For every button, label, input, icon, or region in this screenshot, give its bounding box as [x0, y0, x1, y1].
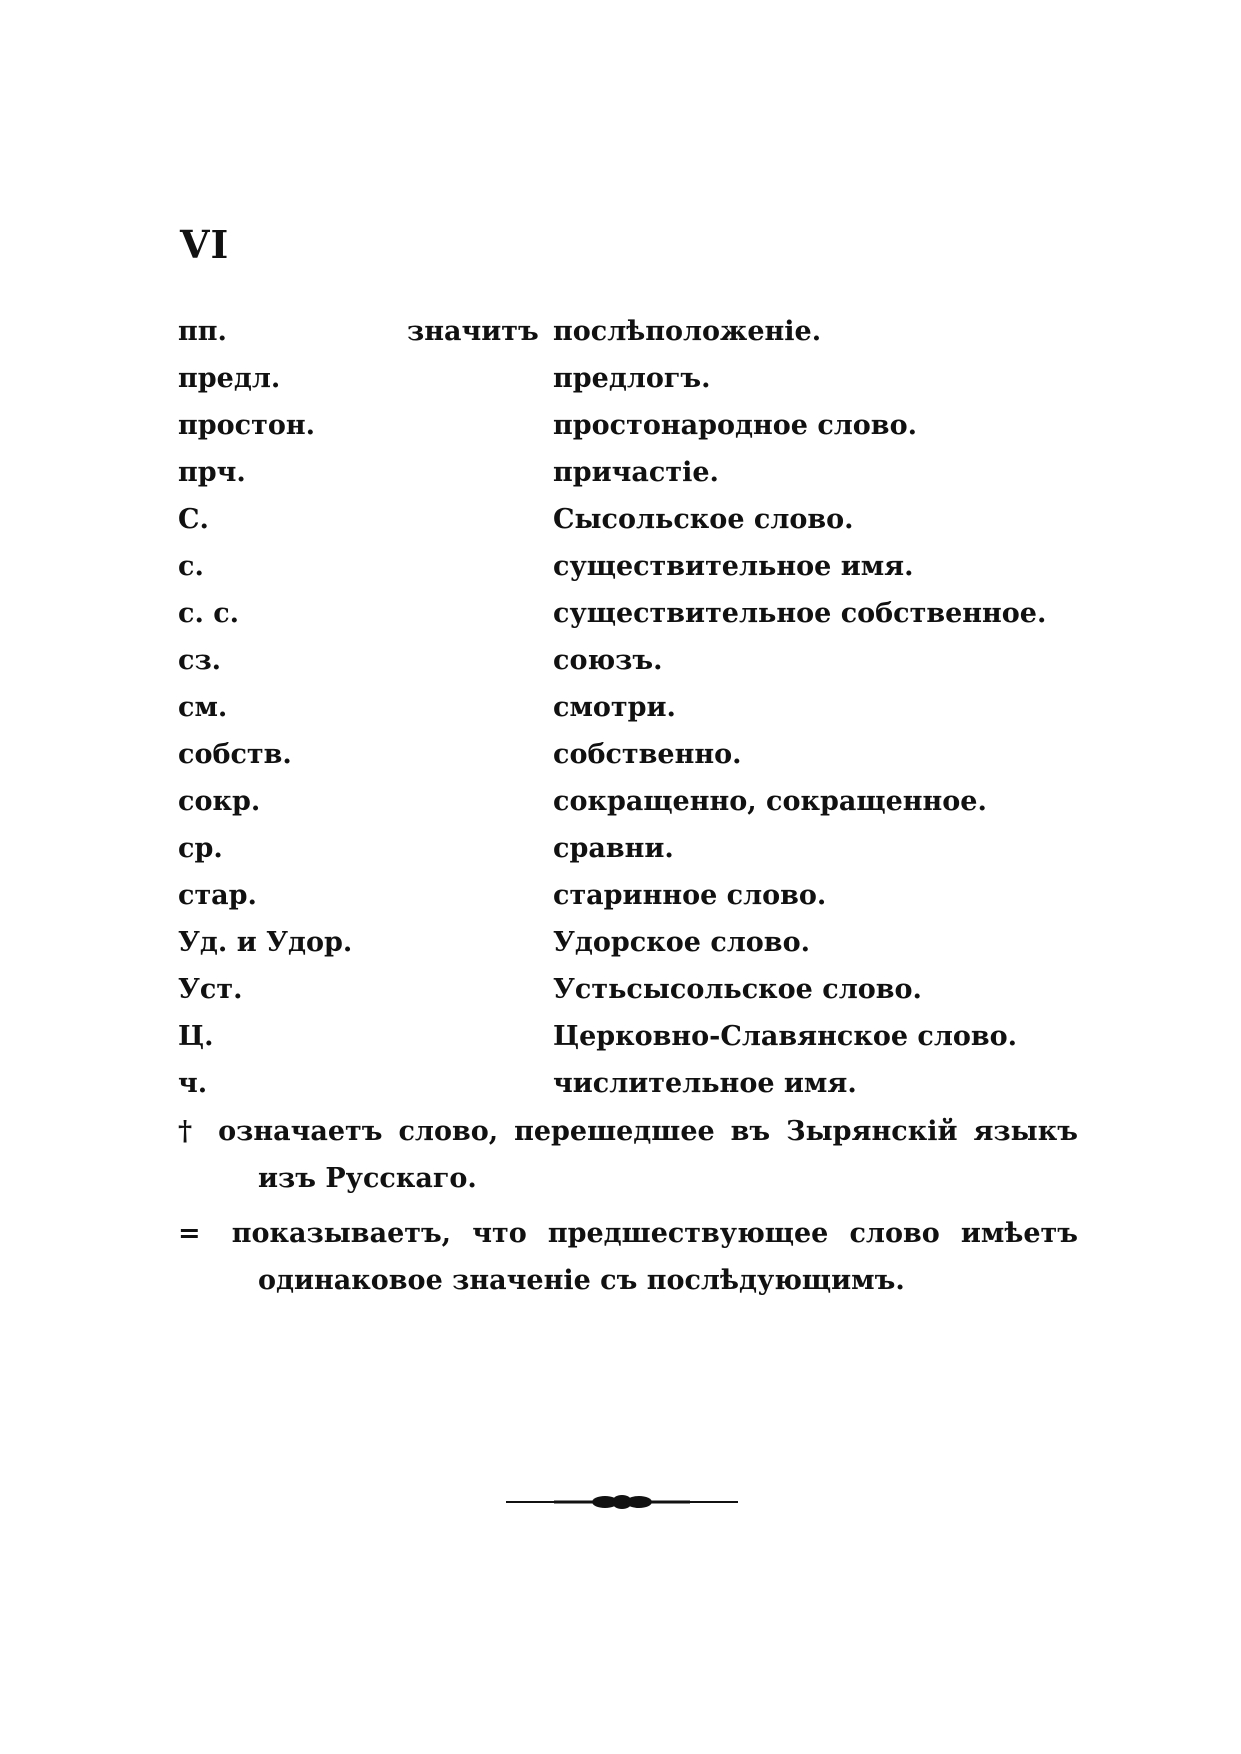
abbreviation-term: Уст.	[178, 974, 243, 1005]
abbreviation-meaning: Удорское слово.	[553, 927, 810, 958]
abbreviation-row	[178, 684, 1078, 731]
abbreviation-meaning: старинное слово.	[553, 880, 827, 911]
abbreviation-meaning: числительное имя.	[553, 1068, 857, 1099]
abbreviation-meaning: сравни.	[553, 833, 674, 864]
note-word: предшествующее	[547, 1218, 829, 1249]
abbreviation-row	[178, 543, 1078, 590]
abbreviation-meaning: собственно.	[553, 739, 742, 770]
abbreviation-meaning: послѣположенie.	[553, 316, 822, 347]
abbreviation-term: Уд. и Удор.	[178, 927, 353, 958]
abbreviation-row	[178, 1060, 1078, 1107]
abbreviation-term: С.	[178, 504, 209, 535]
abbreviation-row	[178, 966, 1078, 1013]
abbreviation-meaning: Устьсысольское слово.	[553, 974, 922, 1005]
note-word: имѣетъ	[960, 1218, 1078, 1249]
abbreviation-term: собств.	[178, 739, 292, 770]
abbreviation-row	[178, 731, 1078, 778]
abbreviation-term: прч.	[178, 457, 246, 488]
abbreviation-row	[178, 402, 1078, 449]
abbreviation-list	[178, 308, 1078, 1107]
abbreviation-meaning: предлогъ.	[553, 363, 711, 394]
note-first-line	[178, 1108, 1078, 1155]
abbreviation-term: см.	[178, 692, 228, 723]
note-word: Зырянскiй	[786, 1116, 958, 1147]
note-symbol: =	[178, 1218, 201, 1249]
note-word: слово	[849, 1218, 940, 1249]
note-word: показываетъ,	[231, 1218, 452, 1249]
note-entry	[178, 1108, 1078, 1202]
note-entry	[178, 1210, 1078, 1304]
abbreviation-term: пп.	[178, 316, 227, 347]
abbreviation-term: с.	[178, 551, 204, 582]
abbreviation-meaning: существительное имя.	[553, 551, 914, 582]
ornament-divider	[506, 1490, 738, 1514]
abbreviation-meaning: Церковно-Славянское слово.	[553, 1021, 1018, 1052]
abbreviation-row	[178, 1013, 1078, 1060]
abbreviation-meaning: сокращенно, сокращенное.	[553, 786, 987, 817]
abbreviation-term: стар.	[178, 880, 257, 911]
abbreviation-row	[178, 449, 1078, 496]
abbreviation-meaning: союзъ.	[553, 645, 663, 676]
note-word: слово,	[398, 1116, 499, 1147]
abbreviation-row	[178, 496, 1078, 543]
abbreviation-term: простон.	[178, 410, 315, 441]
abbreviation-meaning: смотри.	[553, 692, 676, 723]
abbreviation-row	[178, 872, 1078, 919]
note-word: перешедшее	[514, 1116, 715, 1147]
note-word: въ	[730, 1116, 771, 1147]
note-word: языкъ	[973, 1116, 1078, 1147]
notes-section	[178, 1108, 1078, 1312]
abbreviation-term: с. с.	[178, 598, 240, 629]
abbreviation-row	[178, 919, 1078, 966]
note-symbol: †	[178, 1116, 193, 1147]
abbreviation-row	[178, 308, 1078, 355]
abbreviation-term: Ц.	[178, 1021, 214, 1052]
abbreviation-row	[178, 778, 1078, 825]
abbreviation-row	[178, 355, 1078, 402]
abbreviation-meaning: простонародное слово.	[553, 410, 917, 441]
abbreviation-row	[178, 637, 1078, 684]
abbreviation-row	[178, 590, 1078, 637]
abbreviation-term: сз.	[178, 645, 222, 676]
abbreviation-row	[178, 825, 1078, 872]
abbreviation-meaning: причастie.	[553, 457, 719, 488]
abbreviation-term: сокр.	[178, 786, 261, 817]
note-word: что	[472, 1218, 527, 1249]
note-continuation-line: изъ Русскаго.	[258, 1163, 477, 1194]
abbreviation-meaning: Сысольское слово.	[553, 504, 854, 535]
abbreviation-meaning: существительное собственное.	[553, 598, 1047, 629]
abbreviation-marker: значитъ	[407, 316, 539, 347]
note-first-line	[178, 1210, 1078, 1257]
abbreviation-term: ср.	[178, 833, 223, 864]
page-number: VI	[180, 222, 230, 267]
abbreviation-term: предл.	[178, 363, 281, 394]
abbreviation-term: ч.	[178, 1068, 208, 1099]
note-continuation-line: одинаковое значенie съ послѣдующимъ.	[258, 1265, 905, 1296]
note-word: означаетъ	[218, 1116, 383, 1147]
